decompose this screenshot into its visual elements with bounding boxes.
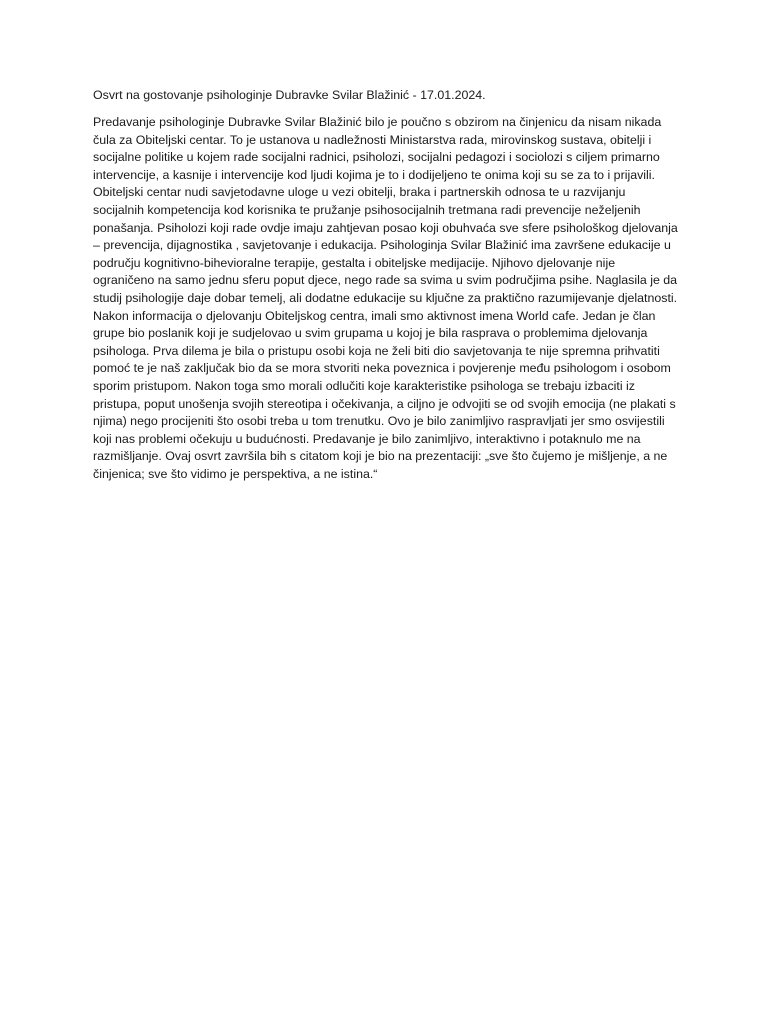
document-title: Osvrt na gostovanje psihologinje Dubravke Svilar Blažinić - 17.01.2024. [93,88,486,102]
document-content [93,86,678,483]
document-paragraph: Predavanje psihologinje Dubravke Svilar Blažinić bilo je poučno s obzirom na činjenicu da nisam nikada čula za Obiteljski centar. To je ustanova u nadležnosti Ministarstva rada, mirovinskog sustava, obitelji i socijalne politike u kojem rade socijalni radnici, psiholozi, socijalni pedagozi i sociolozi s ciljem primarno intervencije, a kasnije i intervencije kod ljudi kojima je to i dodijeljeno te onima koji su se za to i prijavili. Obiteljski centar nudi savjetodavne uloge u vezi obitelji, braka i partnerskih odnosa te u razvijanju socijalnih kompetencija kod korisnika te pružanje psihosocijalnih tretmana radi prevencije neželjenih ponašanja. Psiholozi koji rade ovdje imaju zahtjevan posao koji obuhvaća sve sfere psihološkog djelovanja – prevencija, dijagnostika , savjetovanje i edukacija. Psihologinja Svilar Blažinić ima završene edukacije u području kognitivno-bihevioralne terapije, gestalta i obiteljske medijacije. Njihovo djelovanje nije ograničeno na samo jednu sferu poput djece, nego rade sa svima u svim područjima psihe. Naglasila je da studij psihologije daje dobar temelj, ali dodatne edukacije su ključne za praktično razumijevanje djelatnosti. Nakon informacija o djelovanju Obiteljskog centra, imali smo aktivnost imena World cafe. Jedan je član grupe bio poslanik koji je sudjelovao u svim grupama u kojoj je bila rasprava o problemima djelovanja psihologa. Prva dilema je bila o pristupu osobi koja ne želi biti dio savjetovanja te nije spremna prihvatiti pomoć te je naš zaključak bio da se mora stvoriti neka poveznica i povjerenje među psihologom i osobom sporim pristupom. Nakon toga smo morali odlučiti koje karakteristike psihologa se trebaju izbaciti iz pristupa, poput unošenja svojih stereotipa i očekivanja, a ciljno je odvojiti se od svojih emocija (ne plakati s njima) nego procijeniti što osobi treba u tom trenutku. Ovo je bilo zanimljivo raspravljati jer smo osvijestili koji nas problemi očekuju u budućnosti. Predavanje je bilo zanimljivo, interaktivno i potaknulo me na razmišljanje. Ovaj osvrt završila bih s citatom koji je bio na prezentaciji: „sve što čujemo je mišljenje, a ne činjenica; sve što vidimo je perspektiva, a ne istina.“ [93,115,678,481]
